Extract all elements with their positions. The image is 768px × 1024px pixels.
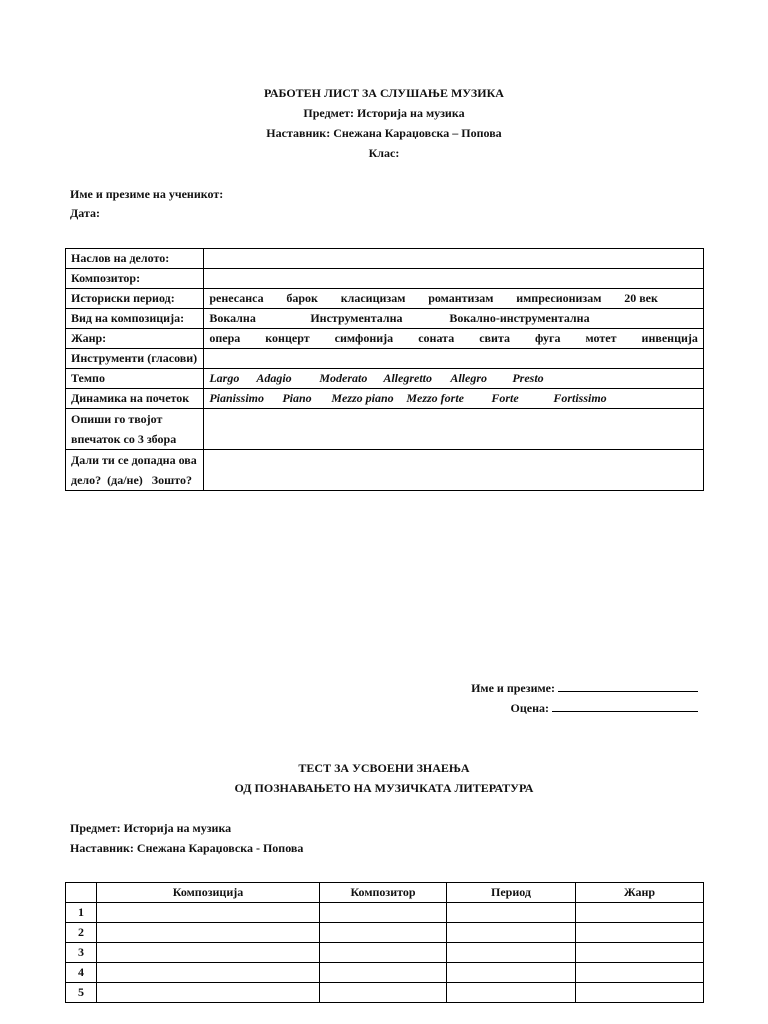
row-number: 1 [66,903,97,923]
composition-cell[interactable] [97,943,320,963]
liked-label-line: Дали ти се допадна ова [71,453,197,467]
test-table [65,882,704,1003]
genre-option[interactable]: симфонија [334,331,394,345]
genre-option[interactable]: фуга [535,331,561,345]
test-teacher: Наставник: Снежана Караџовска - Попова [70,841,304,855]
title-field[interactable] [204,249,704,269]
period-option[interactable]: импресионизам [516,291,602,305]
grading-grade-line[interactable] [552,700,698,712]
row-number: 5 [66,983,97,1003]
period-option[interactable]: ренесанса [209,291,264,305]
impression-label-line: Опиши го твојот [71,412,163,426]
table-row [66,349,704,369]
genre-option[interactable]: мотет [585,331,617,345]
composer-cell[interactable] [320,943,447,963]
tempo-label: Темпо [66,369,204,389]
header-cell: Период [447,883,576,903]
header-cell: Композиција [97,883,320,903]
period-cell[interactable] [447,963,576,983]
listening-table [65,248,704,491]
tempo-option[interactable]: Adagio [256,371,292,385]
type-option[interactable]: Вокална [209,311,256,325]
grading-grade-label: Оцена: [510,701,549,715]
period-field[interactable] [204,289,704,309]
genre-cell[interactable] [576,983,704,1003]
period-cell[interactable] [447,983,576,1003]
date-label: Дата: [70,206,100,220]
composition-cell[interactable] [97,923,320,943]
impression-label-line: впечаток со 3 збора [71,432,177,446]
table-header-row [66,883,704,903]
composer-field[interactable] [204,269,704,289]
period-cell[interactable] [447,923,576,943]
genre-option[interactable]: концерт [265,331,310,345]
period-option[interactable]: 20 век [624,291,658,305]
grading-name-label: Име и презиме: [471,681,555,695]
test-title: ТЕСТ ЗА УСВОЕНИ ЗНАЕЊА [298,761,470,775]
dynamics-option[interactable]: Mezzo forte [406,391,464,405]
composer-label: Композитор: [66,269,204,289]
worksheet-title: РАБОТЕН ЛИСТ ЗА СЛУШАЊЕ МУЗИКА [264,86,504,100]
genre-option[interactable]: свита [479,331,510,345]
grading-grade [511,700,698,716]
genre-field[interactable] [204,329,704,349]
table-row [66,249,704,269]
type-option[interactable]: Вокално-инструментална [449,311,590,325]
type-option[interactable]: Инструментална [310,311,403,325]
table-row [66,269,704,289]
period-cell[interactable] [447,903,576,923]
type-field[interactable] [204,309,704,329]
liked-label [66,450,204,491]
dynamics-label: Динамика на почеток [66,389,204,409]
tempo-field[interactable] [204,369,704,389]
table-row [66,309,704,329]
genre-cell[interactable] [576,923,704,943]
impression-field[interactable] [204,409,704,450]
dynamics-option[interactable]: Forte [491,391,519,405]
tempo-option[interactable]: Moderato [319,371,368,385]
dynamics-option[interactable]: Piano [282,391,312,405]
grading-name-line[interactable] [558,680,698,692]
period-label: Историски период: [66,289,204,309]
liked-label-line: дело? (да/не) Зошто? [71,473,192,487]
header-cell: Композитор [320,883,447,903]
composition-cell[interactable] [97,903,320,923]
table-row [66,943,704,963]
worksheet-subject: Предмет: Историја на музика [303,106,465,120]
instruments-field[interactable] [204,349,704,369]
period-option[interactable]: класицизам [340,291,406,305]
row-number: 4 [66,963,97,983]
table-row [66,329,704,349]
impression-label [66,409,204,450]
table-row [66,369,704,389]
genre-option[interactable]: соната [418,331,455,345]
test-subtitle: ОД ПОЗНАВАЊЕТО НА МУЗИЧКАТА ЛИТЕРАТУРА [234,781,534,795]
composer-cell[interactable] [320,963,447,983]
dynamics-option[interactable]: Pianissimo [209,391,265,405]
composition-cell[interactable] [97,983,320,1003]
tempo-option[interactable]: Presto [512,371,544,385]
dynamics-option[interactable]: Fortissimo [553,391,607,405]
row-number: 3 [66,943,97,963]
tempo-option[interactable]: Allegretto [383,371,432,385]
genre-cell[interactable] [576,943,704,963]
table-row [66,289,704,309]
header-cell: Жанр [576,883,704,903]
dynamics-field[interactable] [204,389,704,409]
table-row [66,963,704,983]
row-number: 2 [66,923,97,943]
table-row [66,450,704,491]
title-label: Наслов на делото: [66,249,204,269]
genre-cell[interactable] [576,903,704,923]
table-row [66,983,704,1003]
type-label: Вид на композиција: [66,309,204,329]
tempo-option[interactable]: Largo [209,371,240,385]
period-option[interactable]: романтизам [428,291,494,305]
student-name-label: Име и презиме на ученикот: [70,187,224,201]
genre-cell[interactable] [576,963,704,983]
test-subject: Предмет: Историја на музика [70,821,232,835]
table-row [66,903,704,923]
instruments-label: Инструменти (гласови) [66,349,204,369]
table-row [66,923,704,943]
genre-option[interactable]: опера [209,331,241,345]
composition-cell[interactable] [97,963,320,983]
grading-name [471,680,698,696]
period-option[interactable]: барок [286,291,318,305]
dynamics-option[interactable]: Mezzo piano [331,391,394,405]
worksheet-class: Клас: [368,146,400,160]
genre-label: Жанр: [66,329,204,349]
composer-cell[interactable] [320,923,447,943]
genre-option[interactable]: инвенција [641,331,698,345]
worksheet-teacher: Наставник: Снежана Караџовска – Попова [266,126,502,140]
liked-field[interactable] [204,450,704,491]
table-row [66,389,704,409]
table-row [66,409,704,450]
header-cell [66,883,97,903]
tempo-option[interactable]: Allegro [450,371,487,385]
composer-cell[interactable] [320,903,447,923]
composer-cell[interactable] [320,983,447,1003]
period-cell[interactable] [447,943,576,963]
